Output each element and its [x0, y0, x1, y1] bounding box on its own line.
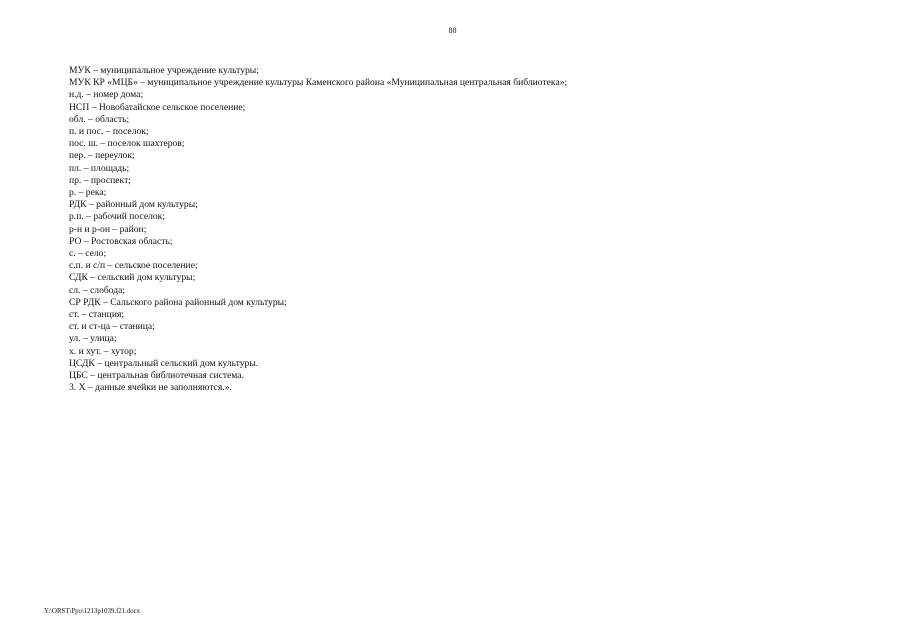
abbreviation-item: ЦБС – центральная библиотечная система. — [69, 370, 244, 382]
abbreviation-item: сл. – слобода; — [69, 284, 126, 296]
abbreviation-item: РДК – районный дом культуры; — [69, 199, 198, 211]
footer-file-path: Y:\ORST\Ppo\1213p1039.f21.docx — [44, 608, 141, 615]
abbreviation-item: МУК КР «МЦБ» – муниципальное учреждение культуры Каменского района «Муниципальная центральная библиотека»; — [69, 77, 568, 89]
abbreviation-item: РО – Ростовская область; — [69, 235, 173, 247]
abbreviation-item: пос. ш. – поселок шахтеров; — [69, 138, 185, 150]
abbreviation-item: х. и хут. – хутор; — [69, 345, 137, 357]
page-number: 80 — [448, 26, 457, 35]
abbreviation-item: р.п. – рабочий поселок; — [69, 211, 166, 223]
abbreviation-item: обл. – область; — [69, 113, 130, 125]
abbreviation-item: ул. – улица; — [69, 333, 117, 345]
abbreviation-item: р. – река; — [69, 187, 107, 199]
abbreviation-item: МУК – муниципальное учреждение культуры; — [69, 65, 259, 76]
abbreviation-item: с. – село; — [69, 248, 107, 260]
abbreviation-item: 3. Х – данные ячейки не заполняются.». — [69, 382, 232, 394]
abbreviation-item: р-н и р-он – район; — [69, 223, 147, 235]
abbreviation-item: ЦСДК – центральный сельский дом культуры. — [69, 357, 259, 369]
abbreviation-item: СДК – сельский дом культуры; — [69, 272, 196, 284]
abbreviation-item: пер. – переулок; — [69, 150, 135, 162]
abbreviation-item: ст. – станция; — [69, 309, 125, 321]
abbreviation-item: п. и пос. – поселок; — [69, 126, 149, 138]
abbreviation-item: пр. – проспект; — [69, 174, 131, 186]
abbreviation-item: с.п. и с/п – сельское поселение; — [69, 260, 198, 272]
abbreviation-list — [69, 65, 567, 394]
abbreviation-item: ст. и ст-ца – станица; — [69, 321, 155, 333]
abbreviation-item: НСП – Новобатайское сельское поселение; — [69, 101, 246, 113]
abbreviation-item: СР РДК – Сальского района районный дом культуры; — [69, 296, 287, 308]
abbreviation-item: пл. – площадь; — [69, 162, 130, 174]
abbreviation-item: н.д. – номер дома; — [69, 89, 144, 101]
